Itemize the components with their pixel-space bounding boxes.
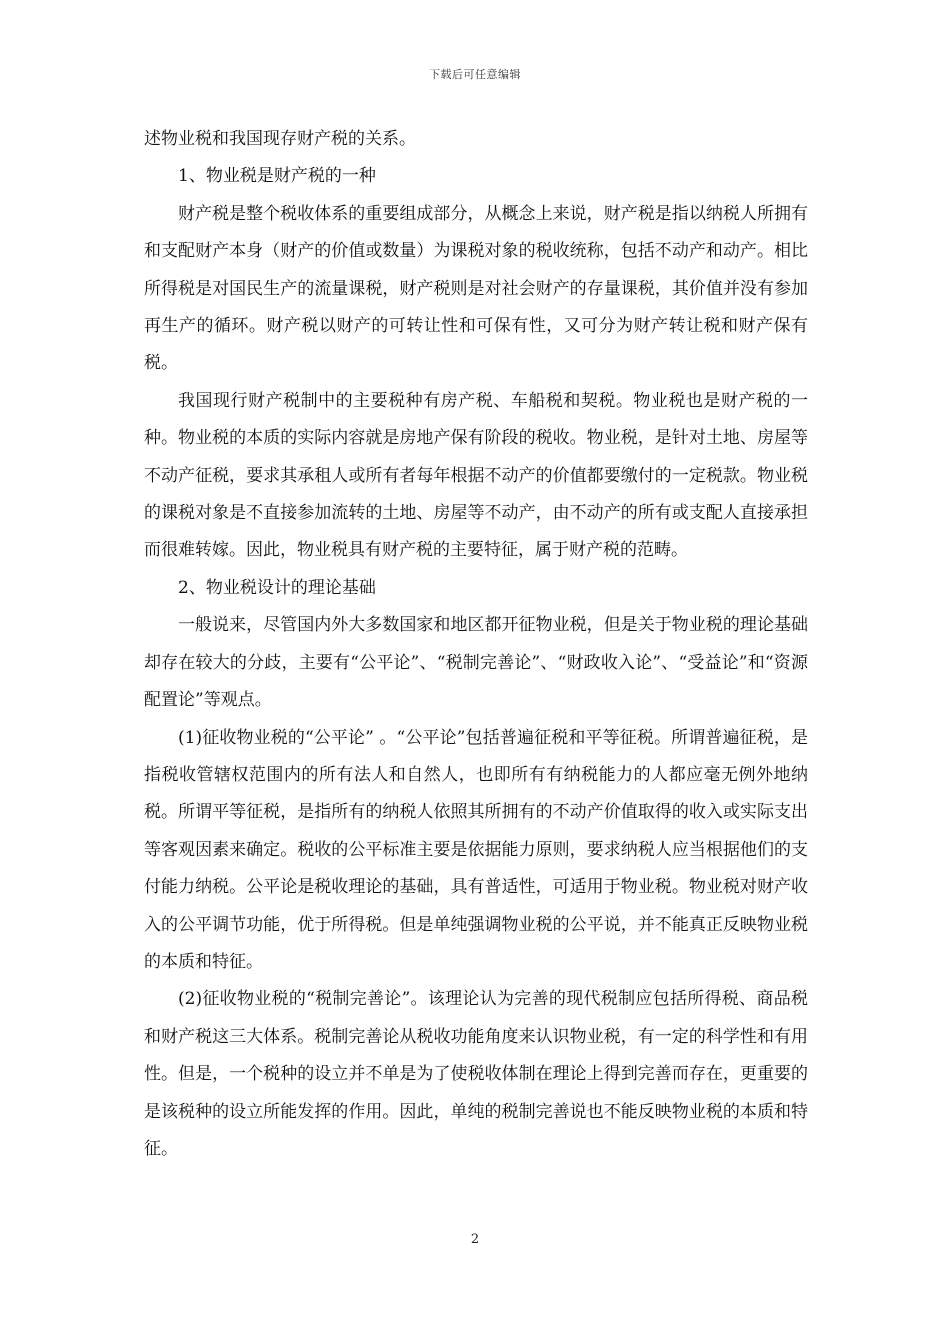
paragraph-current-property-tax-system: 我国现行财产税制中的主要税种有房产税、车船税和契税。物业税也是财产税的一种。物业税的本质的实际内容就是房地产保有阶段的税收。物业税，是针对土地、房屋等不动产征税，要求其承租人或所有者每年根据不动产的价值都要缴付的一定税款。物业税的课税对象是不直接参加流转的土地、房屋等不动产，由不动产的所有或支配人直接承担而很难转嫁。因此，物业税具有财产税的主要特征，属于财产税的范畴。 <box>144 390 808 561</box>
paragraph-theoretical-basis: 一般说来，尽管国内外大多数国家和地区都开征物业税，但是关于物业税的理论基础却存在较大的分歧，主要有“公平论”、“税制完善论”、“财政收入论”、“受益论”和“资源配置论”等观点。 <box>144 615 808 711</box>
section-heading-1: 1、物业税是财产税的一种 <box>178 166 376 187</box>
page-header: 下载后可任意编辑 <box>429 68 521 81</box>
paragraph-intro-continuation: 述物业税和我国现存财产税的关系。 <box>144 129 416 149</box>
paragraph-fairness-theory: (1)征收物业税的“公平论” 。“公平论”包括普遍征税和平等征税。所谓普遍征税，是指税收管辖权范围内的所有法人和自然人，也即所有有纳税能力的人都应毫无例外地纳税。所谓平等征税，是指所有的纳税人依照其所拥有的不动产价值取得的收入或实际支出等客观因素来确定。税收的公平标准主要是依据能力原则，要求纳税人应当根据他们的支付能力纳税。公平论是税收理论的基础，具有普适性，可适用于物业税。物业税对财产收入的公平调节功能，优于所得税。但是单纯强调物业税的公平说，并不能真正反映物业税的本质和特征。 <box>144 727 808 972</box>
section-heading-2: 2、物业税设计的理论基础 <box>178 577 376 598</box>
page-number: 2 <box>470 1232 480 1247</box>
paragraph-tax-system-theory: (2)征收物业税的“税制完善论”。该理论认为完善的现代税制应包括所得税、商品税和财产税这三大体系。税制完善论从税收功能角度来认识物业税，有一定的科学性和有用性。但是，一个税种的设立并不单是为了使税收体制在理论上得到完善而存在，更重要的是该税种的设立所能发挥的作用。因此，单纯的税制完善说也不能反映物业税的本质和特征。 <box>144 989 808 1159</box>
paragraph-property-tax-definition: 财产税是整个税收体系的重要组成部分，从概念上来说，财产税是指以纳税人所拥有和支配财产本身（财产的价值或数量）为课税对象的税收统称，包括不动产和动产。相比所得税是对国民生产的流量课税，财产税则是对社会财产的存量课税，其价值并没有参加再生产的循环。财产税以财产的可转让性和可保有性，又可分为财产转让税和财产保有税。 <box>144 203 808 374</box>
document-body <box>144 121 808 1168</box>
